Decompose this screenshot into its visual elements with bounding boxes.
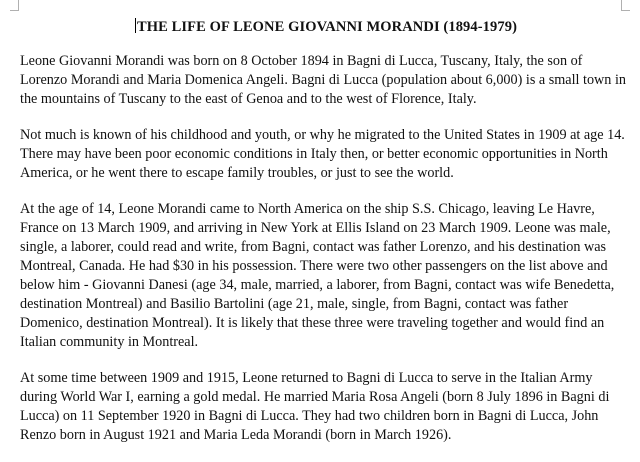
paragraph-return: At some time between 1909 and 1915, Leone returned to Bagni di Lucca to serve in the Italian Army during World War I, earning a gold medal. He married Maria Rosa Angeli (born 8 July 1896 in Bagni di Lucca) on 11 September 1920 in Bagni di Lucca. They had two children born in Bagni di Lucca, John Renzo born in August 1921 and Maria Leda Morandi (born in March 1926). [20,370,610,443]
page-margin-marker-right [621,0,630,11]
text-cursor [135,18,136,33]
paragraph-childhood: Not much is known of his childhood and youth, or why he migrated to the United States in 1909 at age 14. There may have been poor economic conditions in Italy then, or better economic opportunities in North America, or he went there to escape family troubles, or just to see the world. [20,127,625,181]
document-title-text: THE LIFE OF LEONE GIOVANNI MORANDI (1894-1979) [136,19,517,35]
paragraph-birth: Leone Giovanni Morandi was born on 8 October 1894 in Bagni di Lucca, Tuscany, Italy, the son of Lorenzo Morandi and Maria Domenica Angeli. Bagni di Lucca (population about 6,000) is a small town in the mountains of Tuscany to the east of Genoa and to the west of Florence, Italy. [20,53,626,107]
paragraph-migration: At the age of 14, Leone Morandi came to North America on the ship S.S. Chicago, leaving Le Havre, France on 13 March 1909, and arriving in New York at Ellis Island on 23 March 1909. Leone was male, single, a laborer, could read and write, from Bagni, contact was father Lorenzo, and his destination was Montreal, Canada. He had $30 in his possession. There were two other passengers on the list above and below him - Giovanni Danesi (age 34, male, married, a laborer, from Bagni, contact was wife Benedetta, destination Montreal) and Basilio Bartolini (age 21, male, single, from Bagni, contact was father Domenico, destination Montreal). It is likely that these three were traveling together and would find an Italian community in Montreal. [20,201,615,350]
document-title [20,18,632,37]
page-margin-marker-left [10,0,19,11]
document-body[interactable] [20,18,632,462]
